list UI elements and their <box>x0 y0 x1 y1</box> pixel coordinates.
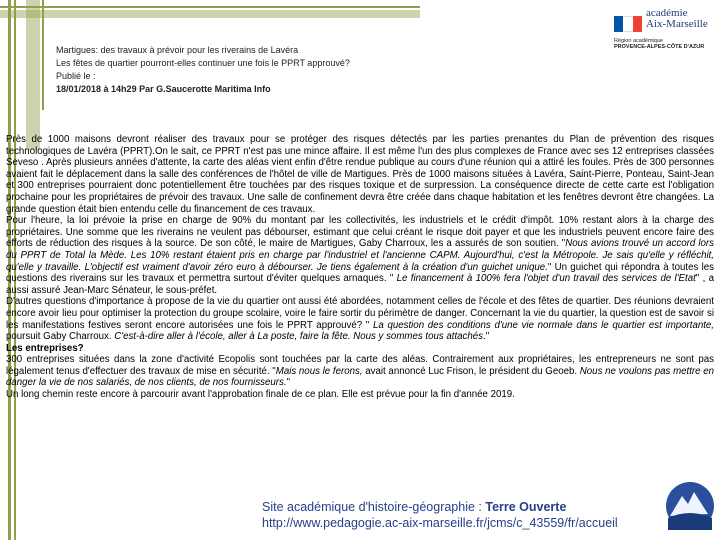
article-title: Martigues: des travaux à prévoir pour les riverains de Lavéra <box>56 45 299 55</box>
academy-name: académie Aix-Marseille <box>646 7 708 30</box>
site-credit: Site académique d'histoire-géographie : Terre Ouverte <box>262 500 567 514</box>
decorative-stripes-top <box>0 0 420 48</box>
section-heading: Les entreprises? <box>6 342 84 354</box>
site-footer <box>262 499 662 531</box>
paragraph-3: D'autres questions d'importance à propose de la vie du quartier ont aussi été abordées, notamment celles de l'école et des fêtes de quartier. Des réunions devraient encore avoir lieu pour optimiser la protection du groupe scolaire, voire le faire sortir du périmètre de danger. Concernant la vie du quartier, la question est de savoir si les manifestations festives seront encore autorisées une fois le PPRT approuvé? " La question des conditions d'une vie normale dans le quartier est importante, poursuit Gaby Charroux. C'est-à-dire aller à l'école, aller à La poste, faire la fête. Nous y sommes tous attachés." <box>6 296 715 343</box>
region-label: Région académique PROVENCE-ALPES-CÔTE D'AZUR <box>614 38 705 50</box>
academy-logo <box>612 6 712 54</box>
paragraph-4: 300 entreprises situées dans la zone d'activité Ecopolis sont touchées par la carte des aléas. Contrairement aux propriétaires, les entrepreneurs ne sont pas légalement tenus d'effectuer des travaux de mise en sécurité. "Mais nous le ferons, avait annoncé Luc Frison, le président du Geoeb. Nous ne voulons pas mettre en danger la vie de nos salariés, de nos clients, de nos fournisseurs." <box>6 354 715 389</box>
paragraph-2: Pour l'heure, la loi prévoie la prise en charge de 90% du montant par les collectivités, les industriels et le crédit d'impôt. 10% restant alors à la charge des propriétaires. Une somme que les riverains ne veulent pas débourser, estimant que celui créant le risque doit payer et que les industriels peuvent encore faire des efforts de réduction des risques à la source. De son côté, le maire de Martigues, Gaby Charroux, les a assurés de son soutien. "Nous avions trouvé un accord lors du PPRT de Total la Mède. Les 10% restant étaient pris en charge par l'industriel et l'ancienne CAPM. Aujourd'hui, c'est la Métropole. Je sais qu'elle y réfléchit, qu'elle y travaille. L'objectif est vraiment d'avoir zéro euro à débourser. Je tiens également à la création d'un guichet unique." Un guichet qui répondra à toutes les questions des riverains sur les travaux et permettra surtout d'éviter quelques arnaques. " Le financement à 100% fera l'objet d'un travail des services de l'Etat" , a aussi assuré Jean-Marc Sénateur, le sous-préfet. <box>6 215 714 296</box>
paragraph-1: Près de 1000 maisons devront réaliser des travaux pour se protéger des risques détectés par les parties prenantes du Plan de prévention des risques technologiques de Lavéra (PPRT).On le sait, ce PPRT n'est pas une mince affaire. Il est même l'un des plus complexes de France avec ses 12 entreprises classées Seveso . Après plusieurs années d'attente, la carte des aléas vient enfin d'être rendue publique au cours d'une réunion qui a attiré les foules. Près de 300 personnes avaient fait le déplacement dans la salle des conférences de l'hôtel de ville de Martigues. Près de 1000 maisons situées à Lavéra, Saint-Pierre, Ponteau, Saint-Jean et 300 entreprises pourraient donc potentiellement être touchées par des risques toxique et de surpression. La conséquence directe de cette carte est l'obligation prochaine pour les propriétaires de prévoir des travaux. Une salle de confinement devra être créée dans chaque habitation et les fenêtres devront être changées. La grande question était bien entendu celle du financement de ces travaux. <box>6 134 714 215</box>
article-body <box>6 134 714 401</box>
published-date-author: 18/01/2018 à 14h29 Par G.Saucerotte Maritima Info <box>56 84 271 94</box>
article-header <box>56 44 476 96</box>
paragraph-5: Un long chemin reste encore à parcourir avant l'approbation finale de ce plan. Elle est prévue pour la fin d'année 2019. <box>6 389 515 401</box>
article-subtitle: Les fêtes de quartier pourront-elles continuer une fois le PPRT approuvé? <box>56 58 350 68</box>
french-flag-icon <box>614 16 642 32</box>
published-label: Publié le : <box>56 71 96 81</box>
terre-ouverte-logo <box>660 478 718 536</box>
site-url-link[interactable]: http://www.pedagogie.ac-aix-marseille.fr/jcms/c_43559/fr/accueil <box>262 516 618 530</box>
